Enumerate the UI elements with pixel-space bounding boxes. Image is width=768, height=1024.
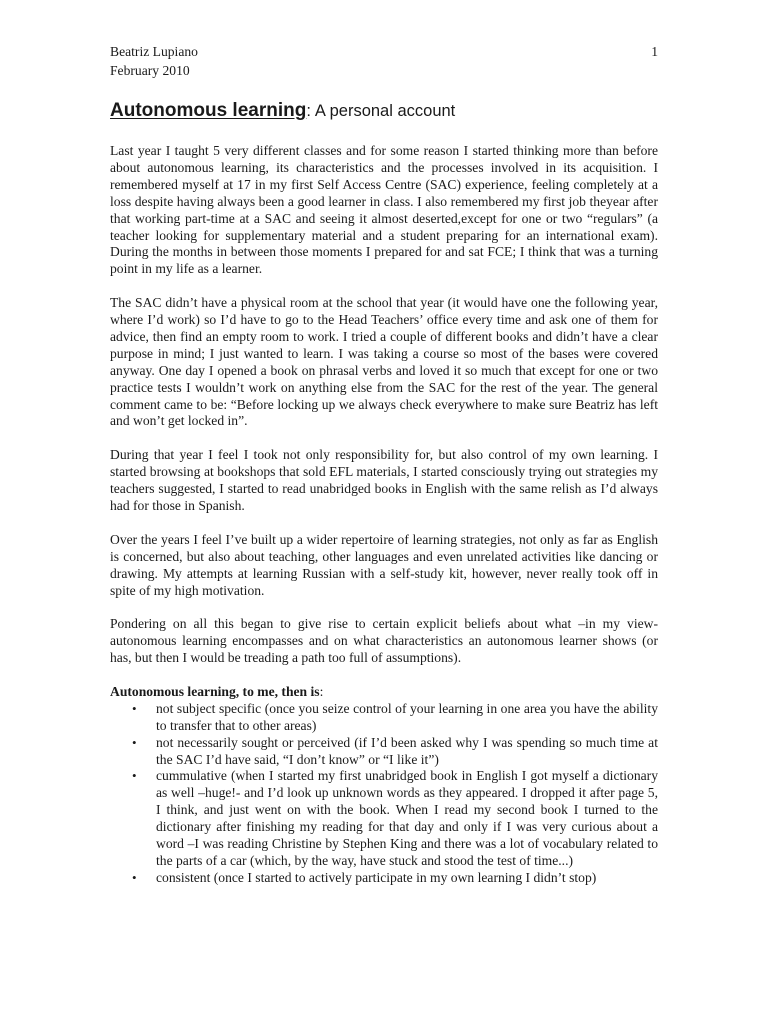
list-item-text: not necessarily sought or perceived (if I’d been asked why I was spending so much time at the SAC I’d have said, “I don’t know” or “I like it”) bbox=[156, 734, 658, 767]
list-heading bbox=[110, 684, 658, 701]
title-colon: : bbox=[306, 102, 311, 120]
list-heading-bold: Autonomous learning, to me, then is bbox=[110, 683, 320, 699]
author-name: Beatriz Lupiano bbox=[110, 44, 198, 59]
paragraph-4: Over the years I feel I’ve built up a wider repertoire of learning strategies, not only as far as English is concerned, but also about teaching, other languages and even unrelated activities like dancing or drawing. My attempts at learning Russian with a self-study kit, however, never really took off in spite of my high motivation. bbox=[110, 531, 658, 598]
list-item bbox=[110, 701, 658, 735]
paragraph-5: Pondering on all this began to give rise to certain explicit beliefs about what –in my view- autonomous learning encompasses and on what characteristics an autonomous learner shows (or has, but then I would be treading a path too full of assumptions). bbox=[110, 616, 658, 666]
bullet-icon: • bbox=[132, 869, 137, 885]
page-number: 1 bbox=[651, 44, 658, 59]
bullet-icon: • bbox=[132, 734, 137, 750]
title-subtitle: A personal account bbox=[314, 102, 456, 120]
document-title bbox=[110, 100, 658, 122]
paragraph-3: During that year I feel I took not only responsibility for, but also control of my own learning. I started browsing at bookshops that sold EFL materials, I started consciously trying out strategies my teachers suggested, I started to read unabridged books in English with the same relish as I’d always had for those in Spanish. bbox=[110, 447, 658, 513]
header-date: February 2010 bbox=[110, 63, 190, 78]
title-main: Autonomous learning bbox=[110, 100, 307, 121]
list-item-text: cummulative (when I started my first unabridged book in English I got myself a dictionary as well –huge!- and I’d look up unknown words as they appeared. I dropped it after page 5, I think, and just went on with the book. When I read my second book I turned to the dictionary after finishing my reading for that day and only if I was very curious about a word –I was reading Christine by Stephen King and there was a lot of vocabulary related to the parts of a car (which, by the way, have stuck and stood the test of time...) bbox=[156, 768, 658, 868]
list-heading-colon: : bbox=[319, 683, 324, 699]
list-item-text: consistent (once I started to actively participate in my own learning I didn’t stop) bbox=[156, 869, 597, 885]
page-header bbox=[110, 42, 658, 80]
characteristics-list bbox=[110, 701, 658, 887]
list-item bbox=[110, 735, 658, 769]
paragraph-1: Last year I taught 5 very different classes and for some reason I started thinking more than before about autonomous learning, its characteristics and the processes involved in its acquisition. I remembered myself at 17 in my first Self Access Centre (SAC) experience, feeling completely at a loss despite having always been a good learner in class. I also remembered my first job theyear after that working part-time at a SAC and seeing it almost deserted,except for one or two “regulars” (a teacher looking for supplementary material and a student preparing for an international exam). During the months in between those moments I prepared for and sat FCE; I think that was a turning point in my life as a learner. bbox=[110, 143, 658, 277]
bullet-icon: • bbox=[132, 700, 137, 716]
list-item bbox=[110, 768, 658, 869]
list-item-text: not subject specific (once you seize control of your learning in one area you have the ability to transfer that to other areas) bbox=[156, 700, 658, 733]
bullet-icon: • bbox=[132, 768, 137, 784]
list-item bbox=[110, 870, 658, 887]
paragraph-2: The SAC didn’t have a physical room at the school that year (it would have one the following year, where I’d work) so I’d have to go to the Head Teachers’ office every time and ask one of them for advice, then find an empty room to work. I tried a couple of different books and didn’t have a clear purpose in mind; I just wanted to learn. I was taking a course so most of the bases were covered anyway. One day I opened a book on phrasal verbs and loved it so much that except for one or two practice tests I wouldn’t work on anything else from the SAC for the rest of the year. The general comment came to be: “Before locking up we always check everywhere to make sure Beatriz has left and won’t get locked in”. bbox=[110, 295, 658, 429]
document-body bbox=[110, 143, 658, 887]
